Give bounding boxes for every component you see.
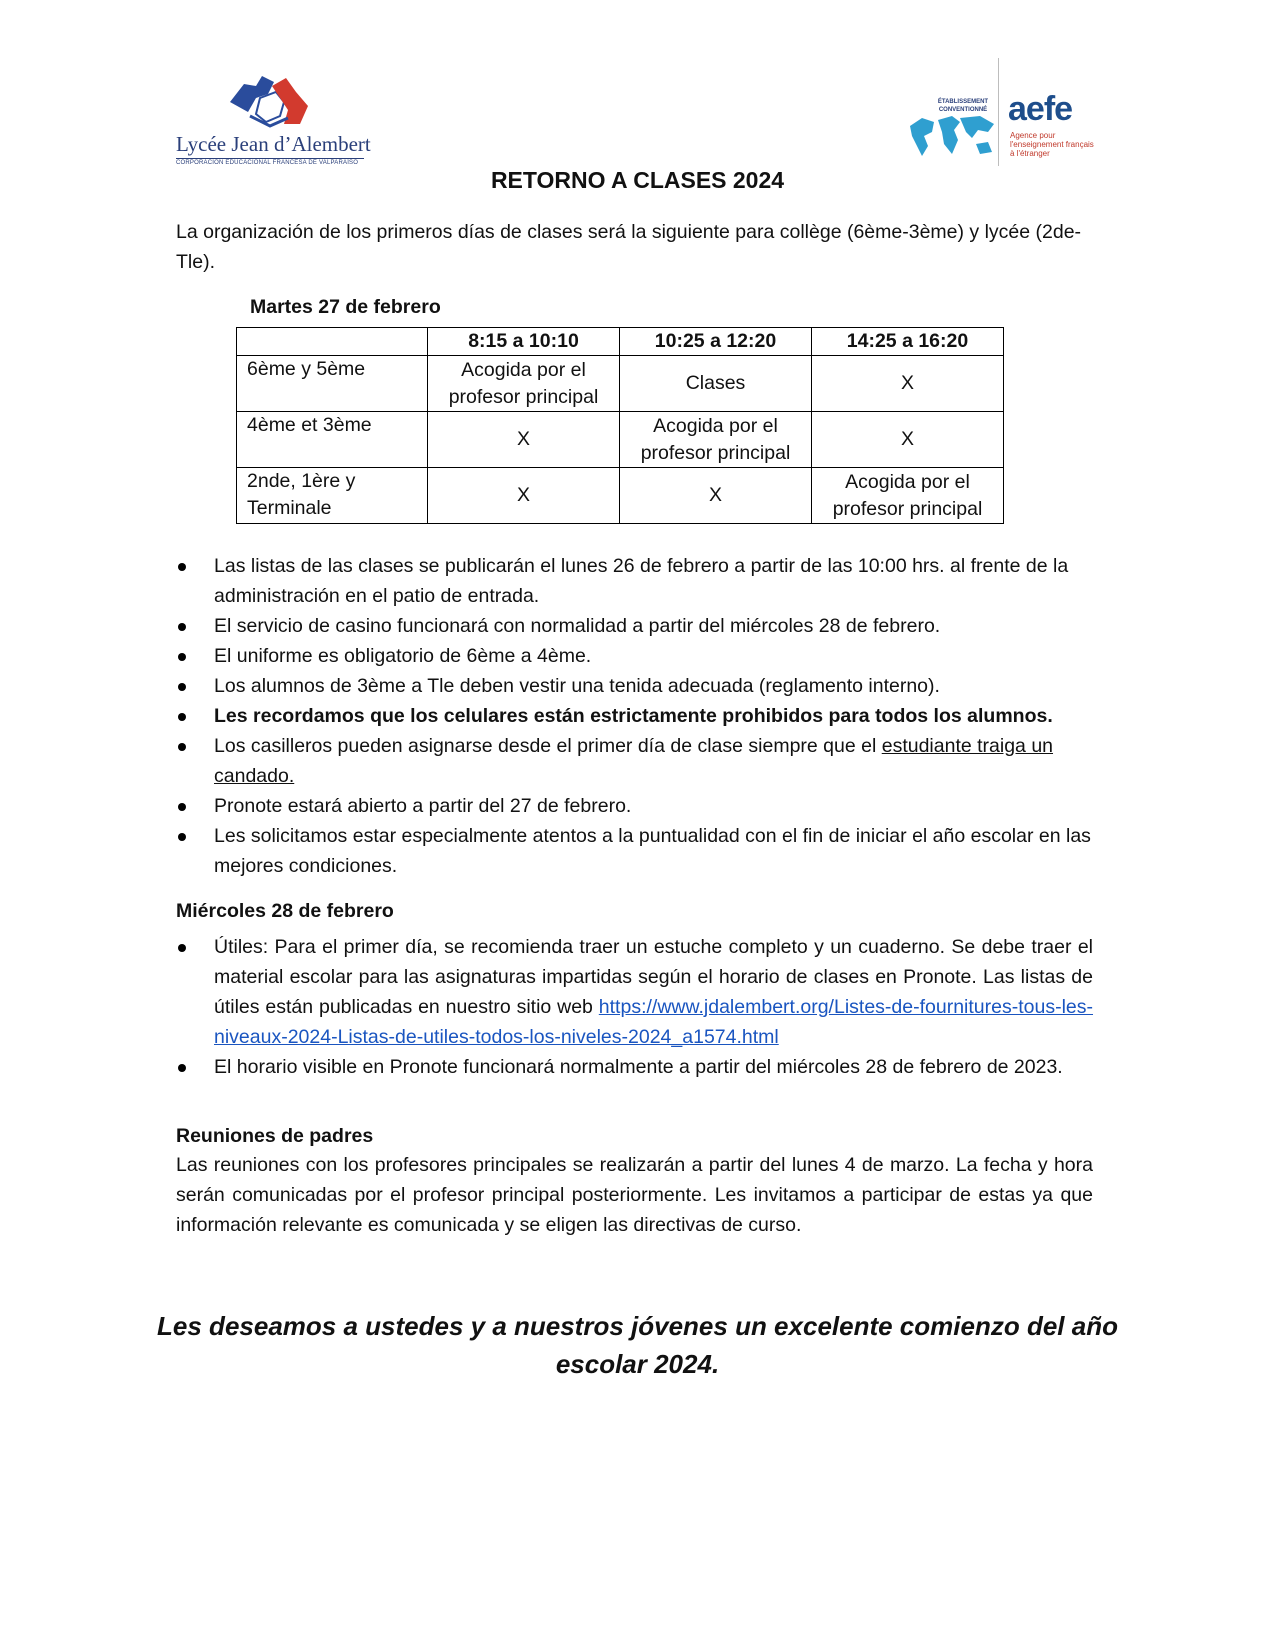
list-item-text: Los casilleros pueden asignarse desde el primer día de clase siempre que el bbox=[214, 735, 882, 757]
bullet-icon bbox=[178, 1064, 186, 1072]
aefe-logo bbox=[908, 58, 1098, 166]
list-item-text: Útiles: Para el primer día, se recomienda traer un estuche completo y un cuaderno. Se debe traer el material escolar para las asignaturas impartidas según el horario de clases en Pronote. Las listas de útiles están publicadas en nuestro sitio web bbox=[214, 936, 1093, 1018]
list-item-text: El uniforme es obligatorio de 6ème a 4ème. bbox=[214, 645, 592, 667]
lycee-emblem-icon bbox=[226, 72, 316, 132]
underlined-text: estudiante traiga un candado. bbox=[214, 735, 1054, 787]
schedule-row-label: 6ème y 5ème bbox=[237, 356, 428, 412]
schedule-row-label: 2nde, 1ère y Terminale bbox=[237, 468, 428, 524]
list-item bbox=[176, 701, 1093, 731]
schedule-row-label: 4ème et 3ème bbox=[237, 412, 428, 468]
schedule-header-cell: 8:15 a 10:10 bbox=[428, 328, 620, 356]
schedule-cell: X bbox=[812, 356, 1004, 412]
schedule-cell: X bbox=[428, 412, 620, 468]
list-item-text: El servicio de casino funcionará con normalidad a partir del miércoles 28 de febrero. bbox=[214, 615, 941, 637]
list-item bbox=[176, 731, 1093, 791]
schedule-cell: Clases bbox=[620, 356, 812, 412]
list-item bbox=[176, 932, 1093, 1052]
schedule-header-row bbox=[237, 328, 1004, 356]
list-item bbox=[176, 551, 1093, 611]
aefe-wordmark: aefe bbox=[1008, 90, 1073, 128]
list-item bbox=[176, 641, 1093, 671]
world-map-icon bbox=[908, 114, 996, 160]
schedule-table bbox=[236, 327, 1004, 524]
bullet-icon bbox=[178, 713, 186, 721]
schedule-row bbox=[237, 412, 1004, 468]
page-title: RETORNO A CLASES 2024 bbox=[490, 167, 785, 193]
bullet-icon bbox=[178, 743, 186, 751]
aefe-badge-text: ÉTABLISSEMENT CONVENTIONNÉ bbox=[937, 99, 989, 113]
reuniones-heading: Reuniones de padres bbox=[176, 1125, 374, 1147]
schedule-day-heading: Martes 27 de febrero bbox=[250, 296, 441, 318]
lycee-logo bbox=[176, 72, 371, 168]
schedule-cell: X bbox=[428, 468, 620, 524]
bullet-icon bbox=[178, 944, 186, 952]
bullet-icon bbox=[178, 833, 186, 841]
utiles-link[interactable]: https://www.jdalembert.org/Listes-de-fournitures-tous-les-niveaux-2024-Listas-de-utiles-todos-los-niveles-2024_a1574.html bbox=[214, 996, 1093, 1048]
schedule-cell: X bbox=[620, 468, 812, 524]
bullet-icon bbox=[178, 653, 186, 661]
schedule-cell: Acogida por el profesor principal bbox=[620, 412, 812, 468]
list-item-text: Pronote estará abierto a partir del 27 de febrero. bbox=[214, 795, 632, 817]
school-subtitle: CORPORACIÓN EDUCACIONAL FRANCESA DE VALPARAÍSO bbox=[176, 158, 364, 166]
intro-paragraph: La organización de los primeros días de clases será la siguiente para collège (6ème-3ème) y lycée (2de-Tle). bbox=[176, 221, 1082, 273]
logo-divider bbox=[998, 58, 999, 166]
closing-message: Les deseamos a ustedes y a nuestros jóvenes un excelente comienzo del año escolar 2024. bbox=[157, 1311, 1118, 1379]
aefe-agency-text: Agence pour l'enseignement français à l'étranger bbox=[1010, 131, 1094, 158]
bullet-icon bbox=[178, 563, 186, 571]
bullet-icon bbox=[178, 803, 186, 811]
list-item bbox=[176, 821, 1093, 881]
general-bullet-list bbox=[176, 551, 1093, 881]
list-item bbox=[176, 611, 1093, 641]
miercoles-bullet-list bbox=[176, 932, 1093, 1082]
schedule-header-cell: 10:25 a 12:20 bbox=[620, 328, 812, 356]
list-item bbox=[176, 791, 1093, 821]
list-item-text: Las listas de las clases se publicarán el lunes 26 de febrero a partir de las 10:00 hrs. al frente de la administración en el patio de entrada. bbox=[214, 555, 1069, 607]
schedule-cell: Acogida por el profesor principal bbox=[428, 356, 620, 412]
list-item-text: El horario visible en Pronote funcionará normalmente a partir del miércoles 28 de febrero de 2023. bbox=[214, 1056, 1063, 1078]
reuniones-paragraph: Las reuniones con los profesores principales se realizarán a partir del lunes 4 de marzo. La fecha y hora serán comunicadas por el profesor principal posteriormente. Les invitamos a participar de estas ya que información relevante es comunicada y se eligen las directivas de curso. bbox=[176, 1154, 1093, 1236]
list-item-text: Les solicitamos estar especialmente atentos a la puntualidad con el fin de iniciar el año escolar en las mejores condiciones. bbox=[214, 825, 1091, 877]
bullet-icon bbox=[178, 623, 186, 631]
schedule-row bbox=[237, 468, 1004, 524]
school-name: Lycée Jean d’Alembert bbox=[176, 132, 371, 156]
schedule-header-cell: 14:25 a 16:20 bbox=[812, 328, 1004, 356]
schedule-cell: Acogida por el profesor principal bbox=[812, 468, 1004, 524]
list-item bbox=[176, 1052, 1093, 1082]
schedule-header-cell bbox=[237, 328, 428, 356]
bullet-icon bbox=[178, 683, 186, 691]
list-item bbox=[176, 671, 1093, 701]
schedule-row bbox=[237, 356, 1004, 412]
list-item-text: Les recordamos que los celulares están estrictamente prohibidos para todos los alumnos. bbox=[214, 705, 1053, 727]
miercoles-heading: Miércoles 28 de febrero bbox=[176, 900, 394, 922]
schedule-cell: X bbox=[812, 412, 1004, 468]
list-item-text: Los alumnos de 3ème a Tle deben vestir una tenida adecuada (reglamento interno). bbox=[214, 675, 940, 697]
